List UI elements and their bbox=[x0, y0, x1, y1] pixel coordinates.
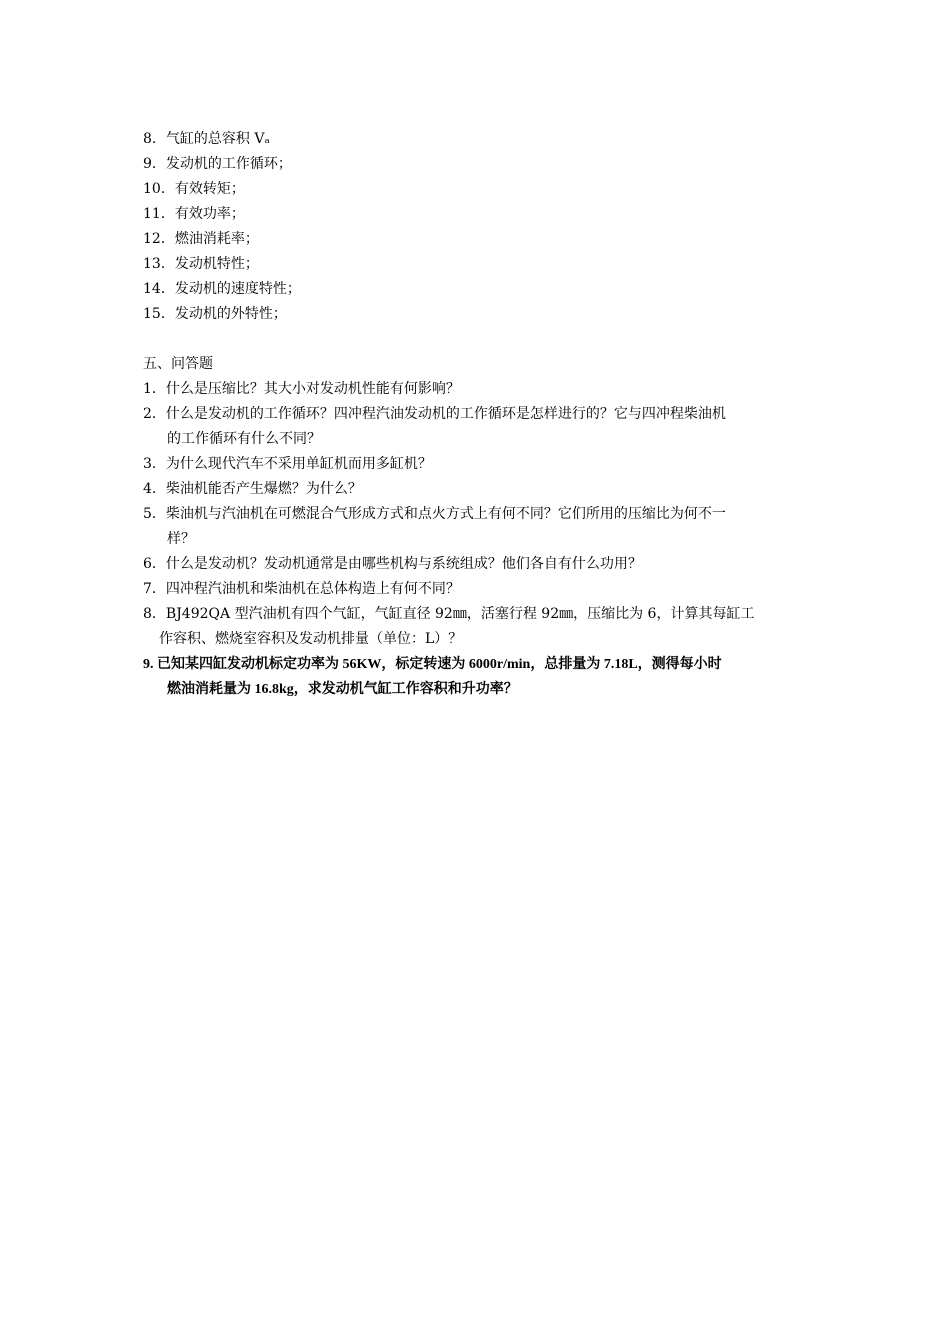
question-text: 3．为什么现代汽车不采用单缸机而用多缸机？ bbox=[143, 456, 432, 472]
question-text-continued: 样？ bbox=[167, 531, 195, 547]
question-item bbox=[143, 552, 813, 577]
term-item: 8．气缸的总容积 Vₐ bbox=[143, 131, 270, 147]
question-text: 1．什么是压缩比？其大小对发动机性能有何影响？ bbox=[143, 381, 460, 397]
question-item bbox=[143, 452, 813, 477]
page-content bbox=[143, 127, 813, 702]
question-text: 5．柴油机与汽油机在可燃混合气形成方式和点火方式上有何不同？它们所用的压缩比为何不一 bbox=[143, 506, 726, 522]
term-item: 12．燃油消耗率； bbox=[143, 231, 259, 247]
question-text: 4．柴油机能否产生爆燃？为什么？ bbox=[143, 481, 362, 497]
term-item: 9．发动机的工作循环； bbox=[143, 156, 292, 172]
question-text: 7．四冲程汽油机和柴油机在总体构造上有何不同？ bbox=[143, 581, 460, 597]
term-item: 14．发动机的速度特性； bbox=[143, 281, 301, 297]
question-text: 6．什么是发动机？发动机通常是由哪些机构与系统组成？他们各自有什么功用？ bbox=[143, 556, 642, 572]
section-heading: 五、问答题 bbox=[143, 356, 213, 372]
question-text: 2．什么是发动机的工作循环？四冲程汽油发动机的工作循环是怎样进行的？它与四冲程柴油机 bbox=[143, 406, 726, 422]
term-item: 11．有效功率； bbox=[143, 206, 245, 222]
question-item bbox=[143, 602, 813, 652]
question-text-continued: 作容积、燃烧室容积及发动机排量（单位：L）？ bbox=[159, 631, 463, 647]
spacer bbox=[143, 327, 813, 352]
term-item: 15．发动机的外特性； bbox=[143, 306, 287, 322]
term-item: 10．有效转矩； bbox=[143, 181, 245, 197]
question-item bbox=[143, 577, 813, 602]
question-item bbox=[143, 377, 813, 402]
question-text: 8．BJ492QA 型汽油机有四个气缸，气缸直径 92㎜，活塞行程 92㎜，压缩比为 6，计算其每缸工 bbox=[143, 606, 755, 622]
term-item: 13．发动机特性； bbox=[143, 256, 259, 272]
question-item bbox=[143, 652, 813, 702]
question-item bbox=[143, 502, 813, 552]
question-item bbox=[143, 402, 813, 452]
question-item bbox=[143, 477, 813, 502]
question-text: 9. 已知某四缸发动机标定功率为 56KW，标定转速为 6000r/min，总排量为 7.18L，测得每小时 bbox=[143, 657, 722, 672]
question-text-continued: 燃油消耗量为 16.8kg，求发动机气缸工作容积和升功率？ bbox=[167, 682, 518, 697]
question-text-continued: 的工作循环有什么不同？ bbox=[167, 431, 321, 447]
